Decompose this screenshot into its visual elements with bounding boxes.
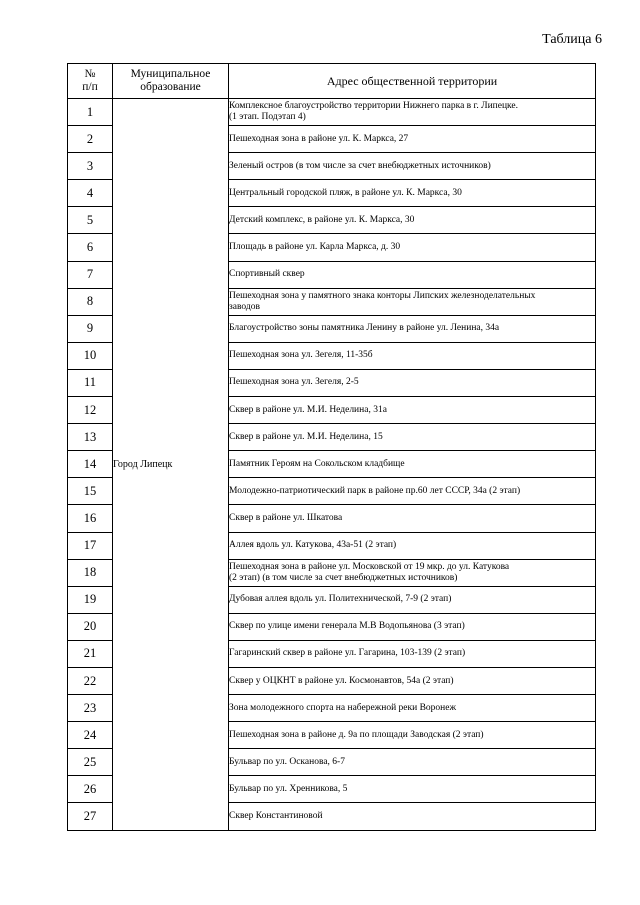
address-cell (229, 261, 596, 288)
address-cell (229, 234, 596, 261)
address-line1: Дубовая аллея вдоль ул. Политехнической, 7-9 (2 этап) (229, 594, 452, 605)
address-line1: Пешеходная зона в районе ул. Московской от 19 мкр. до ул. Катукова (229, 561, 510, 572)
row-number: 21 (68, 640, 113, 667)
address-cell (229, 288, 596, 315)
header-row (68, 64, 596, 99)
address-line1: Молодежно-патриотический парк в районе пр.60 лет СССР, 34а (2 этап) (229, 485, 521, 496)
row-number: 16 (68, 505, 113, 532)
row-number: 26 (68, 776, 113, 803)
header-municipality (113, 64, 229, 99)
header-address: Адрес общественной территории (229, 64, 596, 99)
address-line1: Зеленый остров (в том числе за счет внебюджетных источников) (229, 160, 491, 171)
row-number: 5 (68, 207, 113, 234)
address-line2: заводов (229, 301, 260, 312)
address-line1: Пешеходная зона у памятного знака конторы Липских железноделательных (229, 290, 536, 301)
row-number: 2 (68, 126, 113, 153)
table-body (68, 99, 596, 831)
address-cell (229, 586, 596, 613)
municipality-cell: Город Липецк (113, 99, 229, 831)
address-cell (229, 451, 596, 478)
address-line1: Пешеходная зона ул. Зегеля, 11-35б (229, 350, 373, 361)
row-number: 4 (68, 180, 113, 207)
address-cell (229, 99, 596, 126)
address-cell (229, 505, 596, 532)
address-line1: Бульвар по ул. Осканова, 6-7 (229, 756, 345, 767)
row-number: 27 (68, 803, 113, 830)
address-line1: Площадь в районе ул. Карла Маркса, д. 30 (229, 242, 401, 253)
row-number: 18 (68, 559, 113, 586)
address-cell (229, 532, 596, 559)
address-line1: Зона молодежного спорта на набережной реки Воронеж (229, 702, 457, 713)
address-cell (229, 613, 596, 640)
address-cell (229, 207, 596, 234)
row-number: 12 (68, 397, 113, 424)
row-number: 20 (68, 613, 113, 640)
row-number: 19 (68, 586, 113, 613)
address-line1: Сквер в районе ул. М.И. Неделина, 31а (229, 404, 387, 415)
address-cell (229, 559, 596, 586)
address-line1: Сквер Константиновой (229, 810, 323, 821)
address-line1: Сквер в районе ул. М.И. Неделина, 15 (229, 431, 383, 442)
address-cell (229, 478, 596, 505)
address-line1: Сквер у ОЦКНТ в районе ул. Космонавтов, 54а (2 этап) (229, 675, 454, 686)
address-cell (229, 667, 596, 694)
address-cell (229, 749, 596, 776)
address-line1: Бульвар по ул. Хренникова, 5 (229, 783, 348, 794)
address-cell (229, 695, 596, 722)
address-cell (229, 315, 596, 342)
address-line2: (1 этап. Подэтап 4) (229, 112, 306, 123)
address-line1: Аллея вдоль ул. Катукова, 43а-51 (2 этап) (229, 540, 397, 551)
address-line1: Центральный городской пляж, в районе ул. К. Маркса, 30 (229, 187, 462, 198)
address-line1: Комплексное благоустройство территории Нижнего парка в г. Липецке. (229, 101, 519, 112)
address-cell (229, 369, 596, 396)
header-number-line1: № (84, 68, 96, 80)
address-cell (229, 180, 596, 207)
address-line1: Сквер в районе ул. Шкатова (229, 512, 343, 523)
address-cell (229, 640, 596, 667)
territories-table (67, 63, 596, 831)
row-number: 11 (68, 369, 113, 396)
row-number: 15 (68, 478, 113, 505)
address-cell (229, 722, 596, 749)
address-line1: Благоустройство зоны памятника Ленину в районе ул. Ленина, 34а (229, 323, 500, 334)
address-line1: Пешеходная зона в районе д. 9а по площади Заводская (2 этап) (229, 729, 484, 740)
row-number: 13 (68, 424, 113, 451)
row-number: 24 (68, 722, 113, 749)
address-line1: Спортивный сквер (229, 269, 305, 280)
row-number: 6 (68, 234, 113, 261)
address-line1: Пешеходная зона в районе ул. К. Маркса, 27 (229, 133, 409, 144)
row-number: 17 (68, 532, 113, 559)
address-cell (229, 803, 596, 830)
address-cell (229, 776, 596, 803)
address-cell (229, 424, 596, 451)
address-cell (229, 126, 596, 153)
address-line1: Сквер по улице имени генерала М.В Водопьянова (3 этап) (229, 621, 465, 632)
table-caption: Таблица 6 (542, 32, 602, 47)
row-number: 23 (68, 695, 113, 722)
header-municipality-line2: образование (140, 81, 201, 93)
row-number: 3 (68, 153, 113, 180)
row-number: 7 (68, 261, 113, 288)
address-cell (229, 342, 596, 369)
row-number: 8 (68, 288, 113, 315)
address-line1: Памятник Героям на Сокольском кладбище (229, 458, 405, 469)
address-line1: Пешеходная зона ул. Зегеля, 2-5 (229, 377, 359, 388)
header-number (68, 64, 113, 99)
table-row (68, 99, 596, 126)
header-number-line2: п/п (82, 81, 98, 93)
address-line2: (2 этап) (в том числе за счет внебюджетных источников) (229, 572, 458, 583)
row-number: 22 (68, 667, 113, 694)
address-cell (229, 397, 596, 424)
row-number: 14 (68, 451, 113, 478)
address-line1: Детский комплекс, в районе ул. К. Маркса, 30 (229, 214, 415, 225)
header-municipality-line1: Муниципальное (130, 68, 211, 80)
row-number: 10 (68, 342, 113, 369)
address-line1: Гагаринский сквер в районе ул. Гагарина, 103-139 (2 этап) (229, 648, 466, 659)
row-number: 25 (68, 749, 113, 776)
row-number: 9 (68, 315, 113, 342)
address-cell (229, 153, 596, 180)
row-number: 1 (68, 99, 113, 126)
